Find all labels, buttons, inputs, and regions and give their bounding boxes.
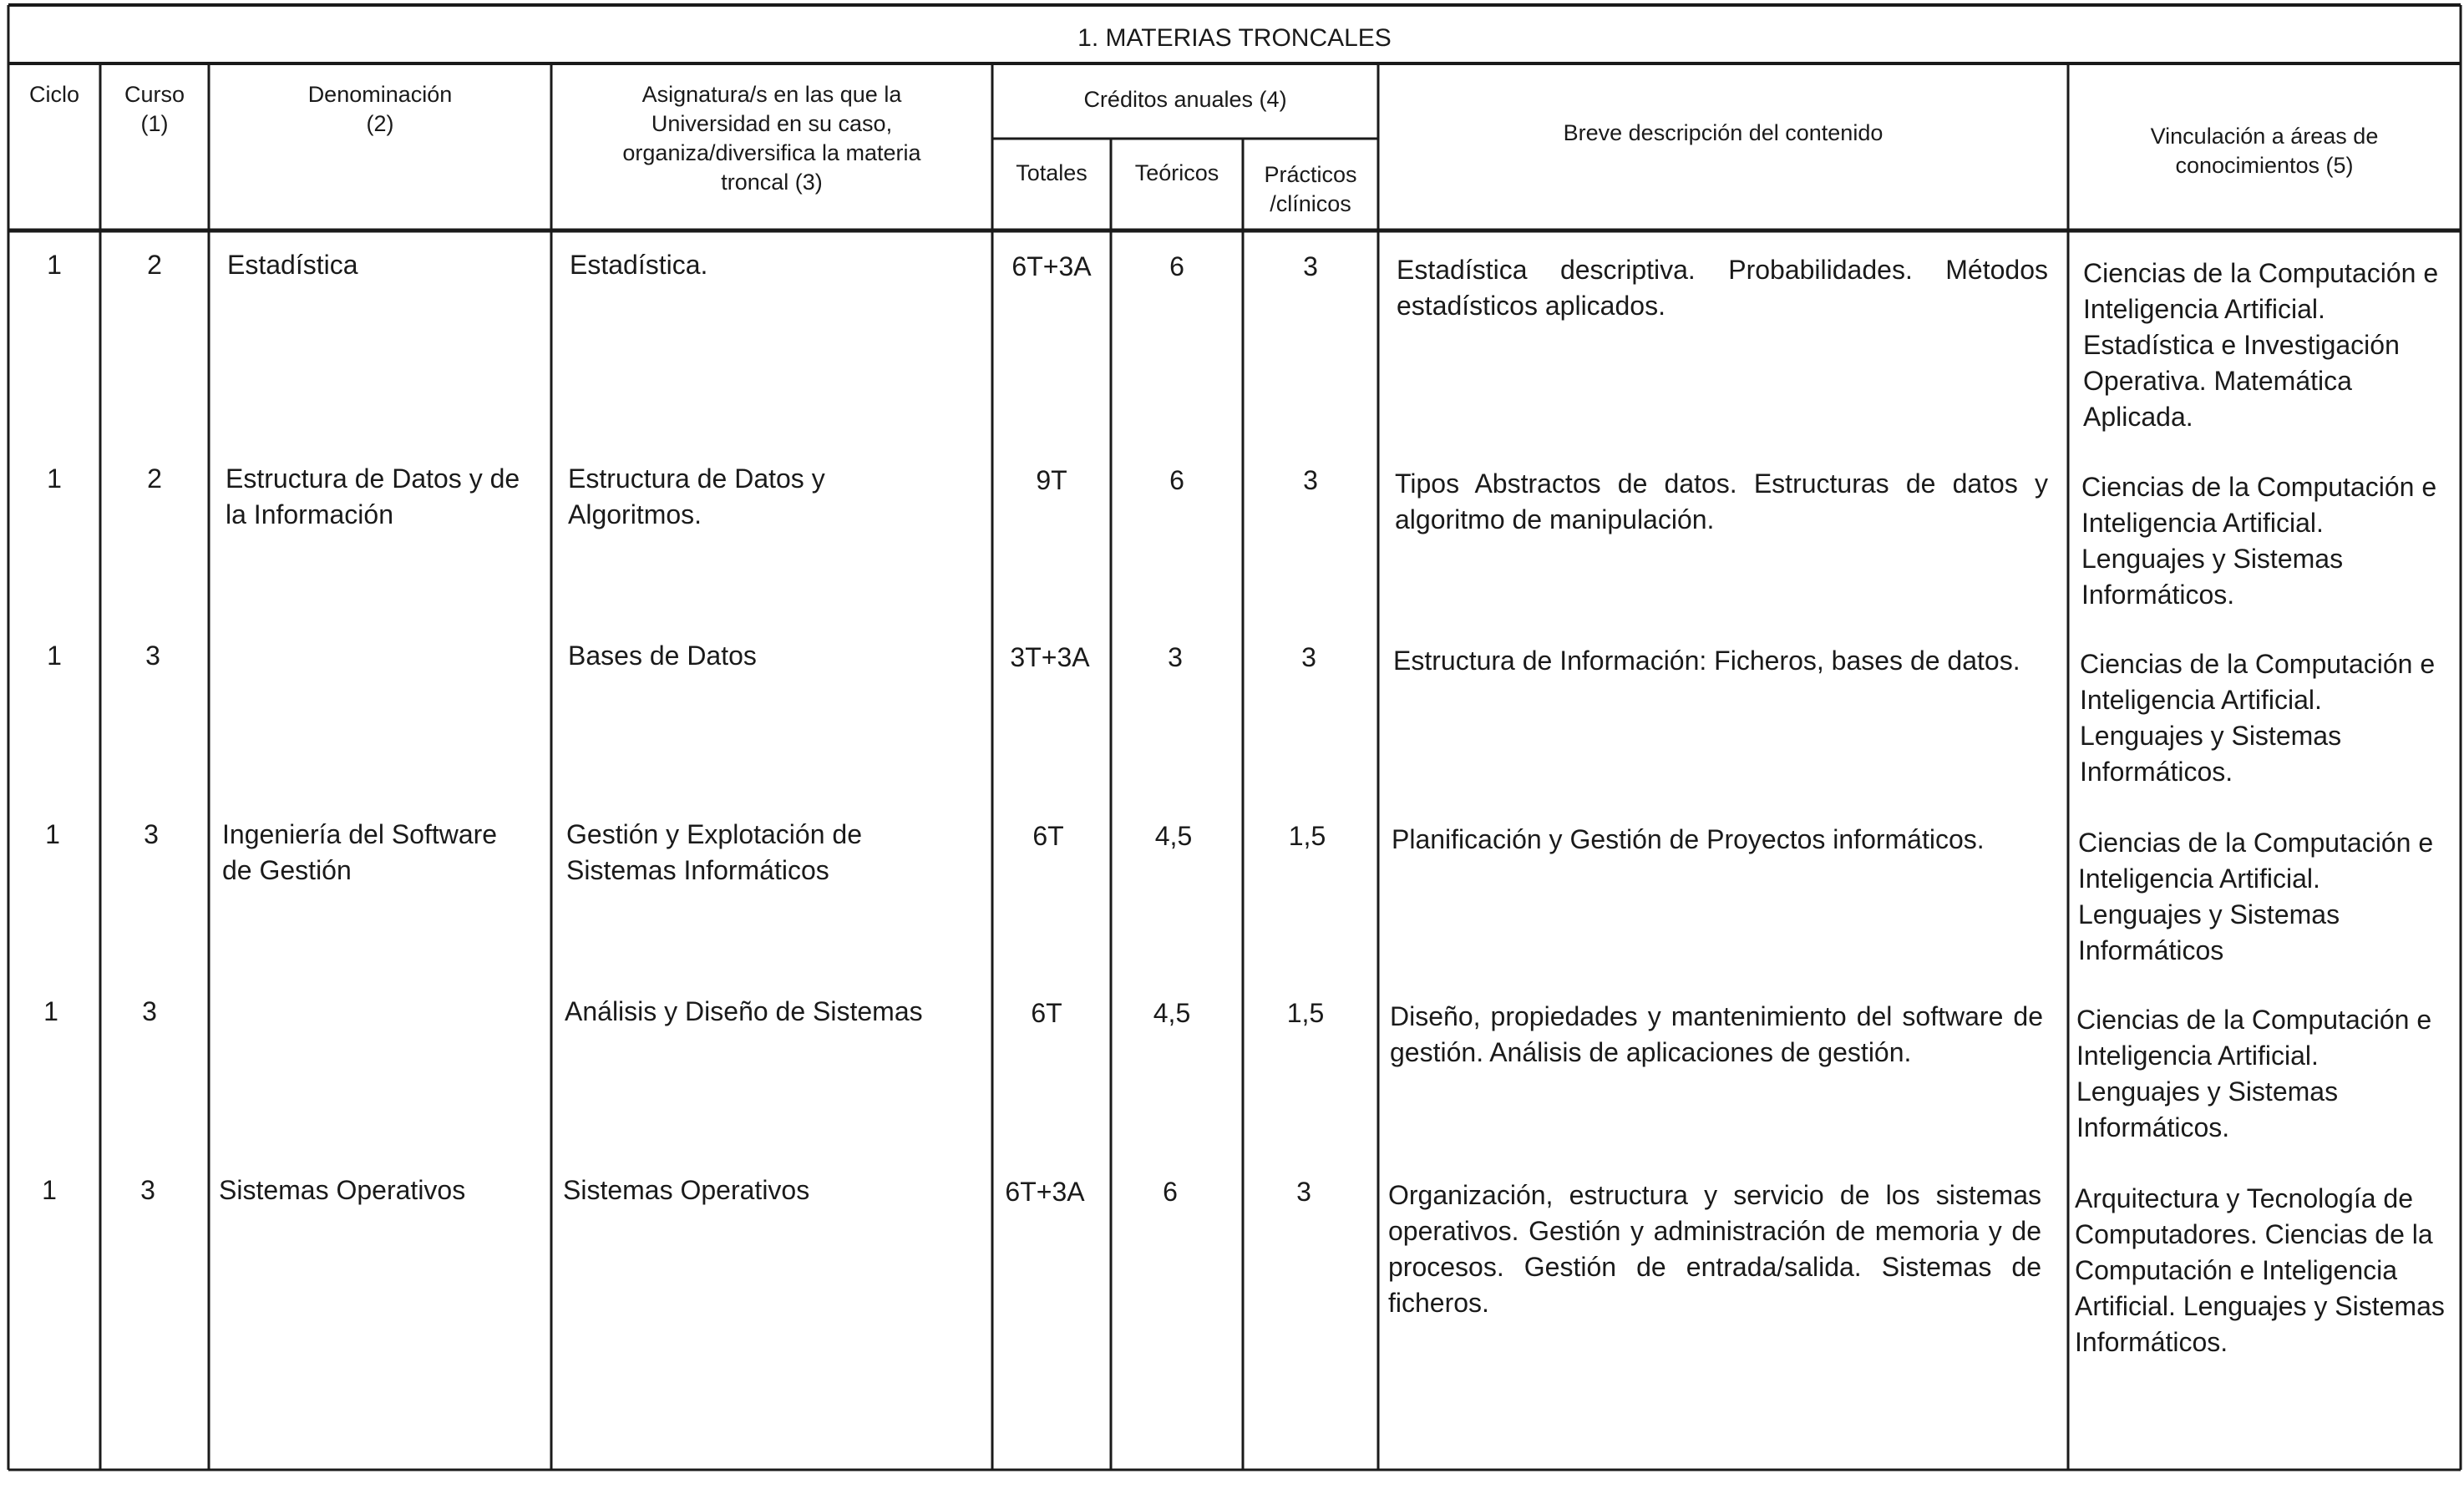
cell-asignatura: Sistemas Operativos <box>563 1175 810 1205</box>
cell-ciclo: 1 <box>47 463 62 494</box>
cell-totales: 9T <box>1036 465 1067 495</box>
header-practicos: Prácticos /clínicos <box>1264 162 1357 217</box>
cell-descripcion: Estadística descriptiva. Probabilidades. Métodos estadísticos aplicados. <box>1397 255 2056 321</box>
header-denominacion: Denominación (2) <box>307 82 453 137</box>
cell-practicos: 3 <box>1301 642 1316 672</box>
header-teoricos: Teóricos <box>1134 160 1219 185</box>
cell-practicos: 1,5 <box>1288 821 1326 851</box>
cell-teoricos: 6 <box>1169 251 1184 281</box>
cell-asignatura: Estadística. <box>570 250 708 280</box>
cell-descripcion: Tipos Abstractos de datos. Estructuras de datos y algoritmo de manipulación. <box>1395 468 2056 534</box>
table-title: 1. MATERIAS TRONCALES <box>1077 24 1392 52</box>
cell-teoricos: 4,5 <box>1154 821 1193 851</box>
cell-totales: 6T <box>1031 998 1062 1028</box>
cell-curso: 3 <box>142 996 157 1026</box>
cell-teoricos: 4,5 <box>1153 998 1191 1028</box>
cell-teoricos: 6 <box>1163 1177 1178 1207</box>
cell-ciclo: 1 <box>42 1175 57 1205</box>
cell-curso: 3 <box>144 819 159 849</box>
header-totales: Totales <box>1016 160 1088 185</box>
cell-teoricos: 3 <box>1168 642 1183 672</box>
cell-teoricos: 6 <box>1169 465 1184 495</box>
cell-practicos: 3 <box>1303 465 1318 495</box>
cell-curso: 3 <box>145 641 160 671</box>
cell-ciclo: 1 <box>43 996 58 1026</box>
cell-asignatura: Análisis y Diseño de Sistemas <box>565 996 923 1026</box>
cell-vinculacion: Arquitectura y Tecnología de Computadores. Ciencias de la Computación e Inteligencia Artificial. Lenguajes y Sistemas Informáticos. <box>2075 1183 2452 1357</box>
cell-asignatura: Bases de Datos <box>568 641 757 671</box>
cell-ciclo: 1 <box>47 250 62 280</box>
cell-asignatura: Gestión y Explotación de Sistemas Informáticos <box>566 819 869 885</box>
cell-denominacion: Estructura de Datos y de la Información <box>226 463 528 529</box>
cell-descripcion: Organización, estructura y servicio de los sistemas operativos. Gestión y administración de memoria y de procesos. Gestión de entrada/salida. Sistemas de ficheros. <box>1388 1180 2049 1318</box>
header-ciclo: Ciclo <box>28 82 79 107</box>
cell-ciclo: 1 <box>45 819 60 849</box>
cell-vinculacion: Ciencias de la Computación e Inteligencia Artificial. Lenguajes y Sistemas Informáticos <box>2078 828 2441 965</box>
cell-descripcion: Diseño, propiedades y mantenimiento del software de gestión. Análisis de aplicaciones de gestión. <box>1390 1001 2051 1067</box>
cell-asignatura: Estructura de Datos y Algoritmos. <box>568 463 831 529</box>
cell-curso: 2 <box>147 463 162 494</box>
header-creditos: Créditos anuales (4) <box>1083 87 1287 112</box>
cell-descripcion: Planificación y Gestión de Proyectos informáticos. <box>1392 824 1985 854</box>
cell-vinculacion: Ciencias de la Computación e Inteligencia Artificial. Lenguajes y Sistemas Informáticos. <box>2080 649 2443 787</box>
cell-totales: 3T+3A <box>1010 642 1090 672</box>
header-vinculacion: Vinculación a áreas de conocimientos (5) <box>2150 124 2379 179</box>
cell-curso: 2 <box>147 250 162 280</box>
header-descripcion: Breve descripción del contenido <box>1563 120 1883 145</box>
cell-denominacion: Estadística <box>227 250 358 280</box>
cell-vinculacion: Ciencias de la Computación e Inteligencia Artificial. Estadística e Investigación Operativa. Matemática Aplicada. <box>2083 258 2446 432</box>
cell-practicos: 3 <box>1303 251 1318 281</box>
cell-totales: 6T <box>1032 821 1064 851</box>
cell-totales: 6T+3A <box>1005 1177 1085 1207</box>
cell-curso: 3 <box>140 1175 155 1205</box>
cell-vinculacion: Ciencias de la Computación e Inteligencia Artificial. Lenguajes y Sistemas Informáticos. <box>2081 472 2445 610</box>
cell-practicos: 3 <box>1296 1177 1311 1207</box>
cell-denominacion: Ingeniería del Software de Gestión <box>222 819 504 885</box>
cell-totales: 6T+3A <box>1011 251 1092 281</box>
cell-denominacion: Sistemas Operativos <box>219 1175 466 1205</box>
header-asignatura: Asignatura/s en las que la Universidad en su caso, organiza/diversifica la materia troncal (3) <box>622 82 921 195</box>
cell-descripcion: Estructura de Información: Ficheros, bases de datos. <box>1393 646 2020 676</box>
header-curso: Curso (1) <box>124 82 185 137</box>
cell-vinculacion: Ciencias de la Computación e Inteligencia Artificial. Lenguajes y Sistemas Informáticos. <box>2076 1005 2440 1142</box>
cell-practicos: 1,5 <box>1286 998 1325 1028</box>
cell-ciclo: 1 <box>47 641 62 671</box>
